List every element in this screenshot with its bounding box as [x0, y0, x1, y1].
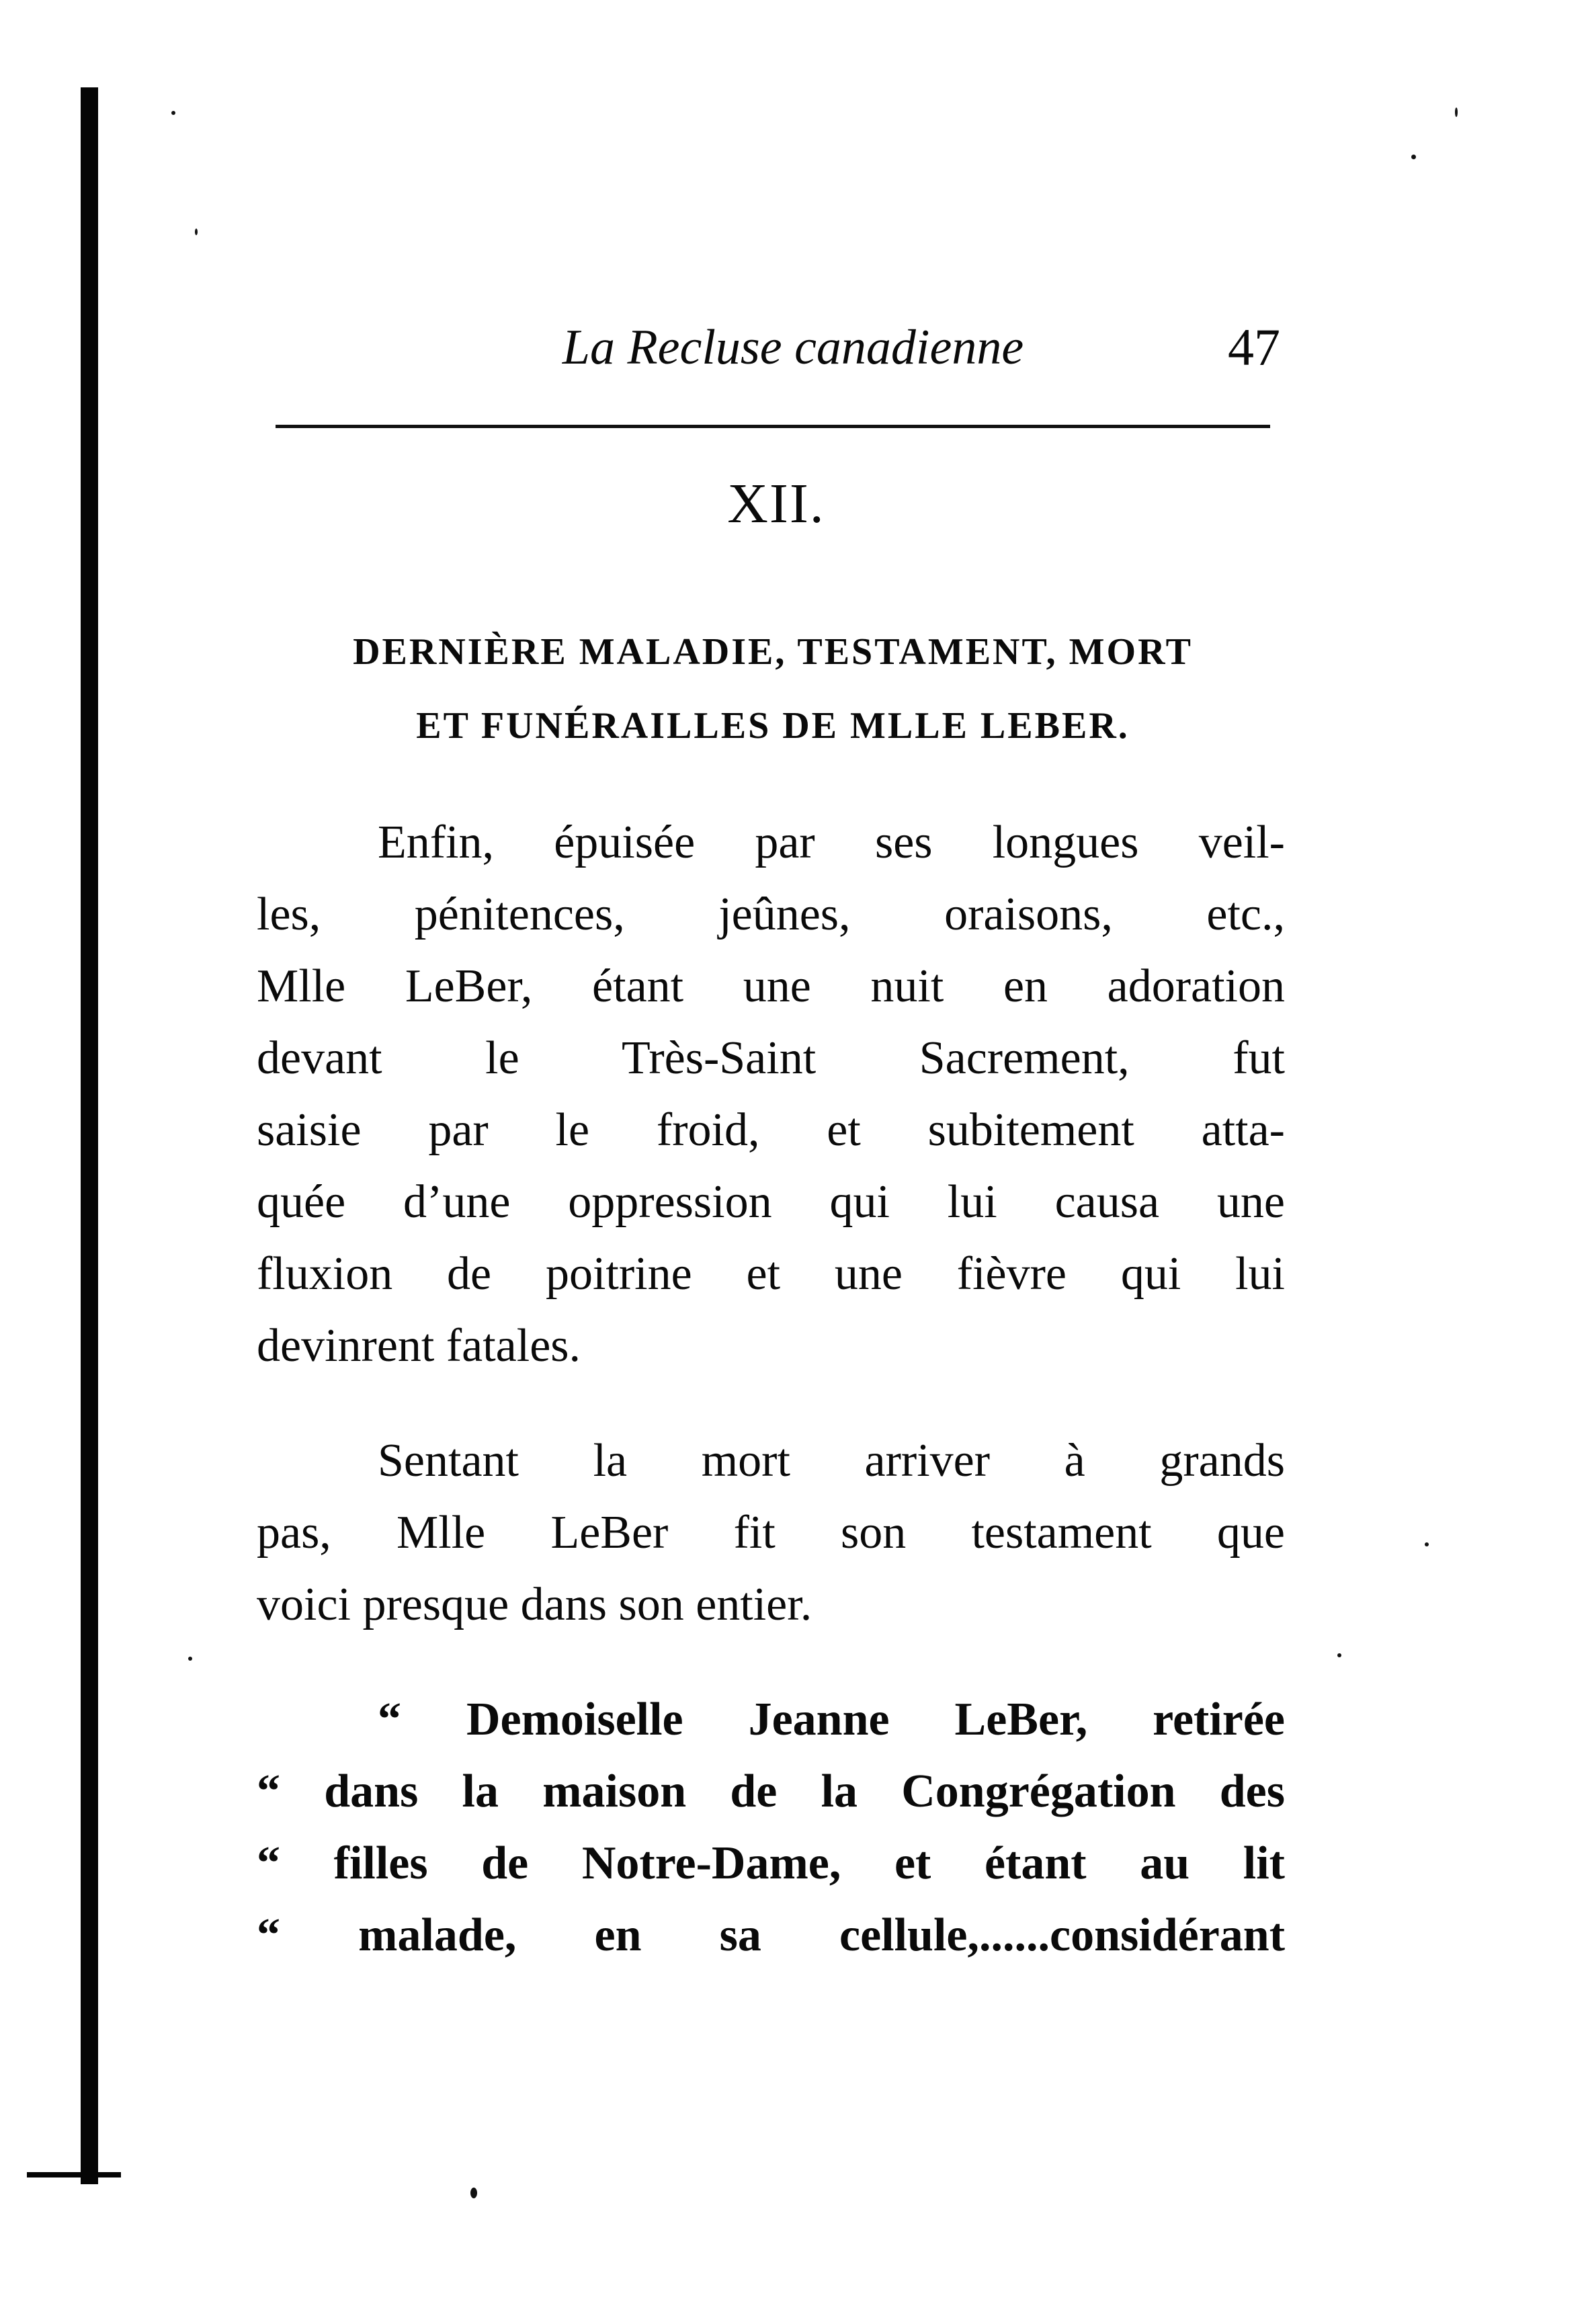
- text-line: devant le Très-Saint Sacrement, fut: [257, 1032, 1285, 1084]
- text-line: devinrent fatales.: [257, 1320, 581, 1372]
- text-line: saisie par le froid, et subitement atta-: [257, 1104, 1285, 1156]
- text-line: pas, Mlle LeBer fit son testament que: [257, 1507, 1285, 1559]
- body-text: [257, 806, 1285, 2014]
- header-rule: [276, 425, 1270, 428]
- text-line: voici presque dans son entier.: [257, 1579, 812, 1630]
- running-title: La Recluse canadienne: [562, 320, 1024, 375]
- scan-speck: [188, 1657, 192, 1661]
- text-line: Sentant la mort arriver à grands: [378, 1435, 1285, 1487]
- text-line: fluxion de poitrine et une fièvre qui lui: [257, 1248, 1285, 1300]
- scan-speck: [1425, 1542, 1429, 1546]
- scan-speck: [195, 229, 198, 235]
- scan-speck: [1455, 108, 1458, 117]
- chapter-number: XII.: [727, 472, 825, 535]
- binding-edge-foot: [27, 2172, 121, 2177]
- scan-speck: [470, 2188, 477, 2198]
- scan-speck: [1411, 155, 1416, 159]
- scan-speck: [171, 111, 175, 115]
- text-line: les, pénitences, jeûnes, oraisons, etc.,: [257, 888, 1285, 940]
- scan-speck: [1337, 1653, 1341, 1657]
- page-number: 47: [1228, 318, 1280, 376]
- testament-quote: [257, 1684, 1285, 1971]
- paragraph: [257, 1425, 1285, 1641]
- binding-edge-rule: [81, 87, 98, 2184]
- text-line: “ Demoiselle Jeanne LeBer, retirée: [378, 1694, 1285, 1745]
- chapter-title-line: DERNIÈRE MALADIE, TESTAMENT, MORT: [353, 631, 1193, 673]
- text-line: “ malade, en sa cellule,......considérant: [257, 1909, 1285, 1961]
- chapter-title: [255, 615, 1290, 763]
- paragraph: [257, 806, 1285, 1382]
- text-line: Enfin, épuisée par ses longues veil-: [378, 817, 1285, 868]
- text-line: quée d’une oppression qui lui causa une: [257, 1176, 1285, 1228]
- text-line: “ dans la maison de la Congrégation des: [257, 1766, 1285, 1817]
- chapter-title-line: ET FUNÉRAILLES DE MLLE LEBER.: [416, 705, 1130, 747]
- text-line: “ filles de Notre-Dame, et étant au lit: [257, 1837, 1285, 1889]
- text-line: Mlle LeBer, étant une nuit en adoration: [257, 960, 1285, 1012]
- running-head: [276, 310, 1290, 384]
